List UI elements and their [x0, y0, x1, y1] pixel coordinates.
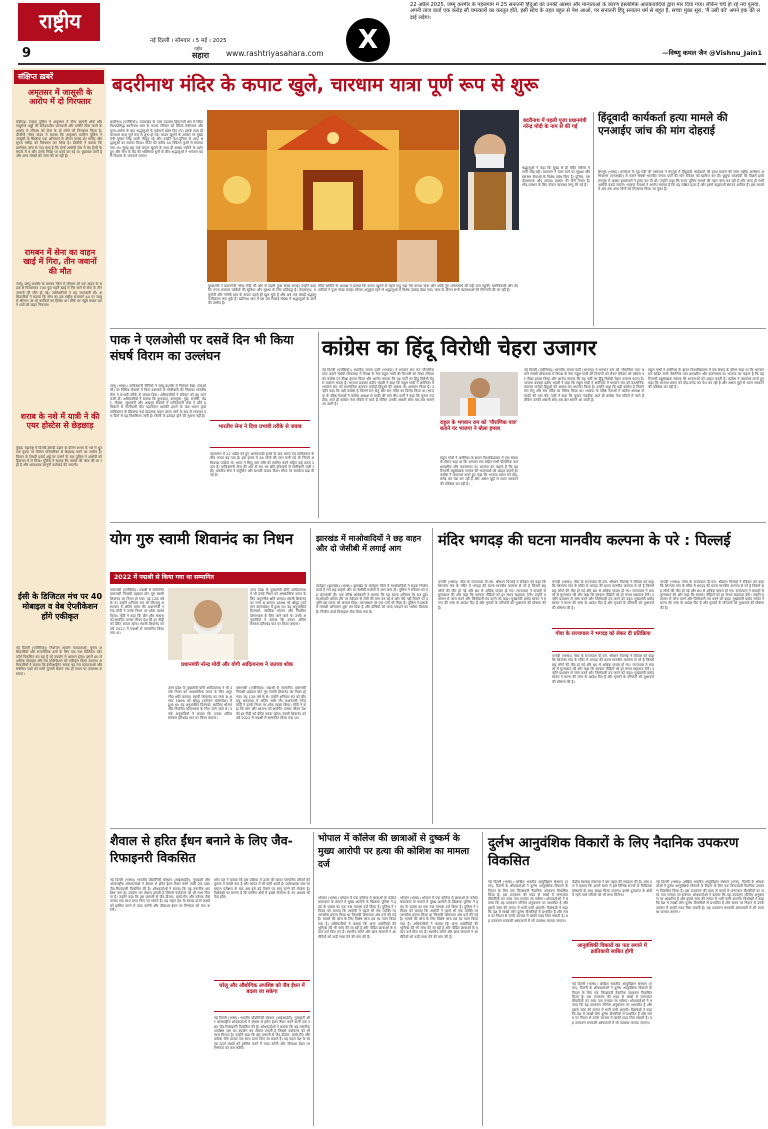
rare-body-3: नई दिल्ली (भाषा)। अखिल भारतीय आयुर्विज्ञान संस्थान (एम्स), दिल्ली के शोधकर्ताओं ने दुर्लभ आनुवंशिक विकारों के निदान के लिए एक किफायती नैदानिक उपकरण विकसित किया है। इस उपकरण की मदद से बच्चों में जन्मजात बीमारियों का जल्द पता लगाया जा सकेगा। शोधकर्ताओं ने बताया कि यह उपकरण जीनोम अनुक्रमण पर आधारित है और इससे जांच की लागत में भारी कमी आएगी। विशेषज्ञों ने कहा कि देश में लाखों लोग दुर्लभ बीमारियों से प्रभावित हैं और समय पर निदान से उनके उपचार में काफी मदद मिल सकती है। यह उपकरण सरकारी अस्पतालों में भी उपलब्ध कराया जाएगा। [572, 982, 652, 1025]
pak-headline: पाक ने एलओसी पर दसवें दिन भी किया संघर्ष विराम का उल्लंघन [110, 332, 294, 363]
divider [310, 528, 311, 824]
yoga-body-2: उत्तर प्रदेश के मुख्यमंत्री योगी आदित्यनाथ ने भी उनके निधन को आध्यात्मिक जगत के लिए अपूरणीय क्षति बताया। स्वामी शिवानंद का जन्म 8 अगस्त 1896 को श्रीहट्ट (वर्तमान बांग्लादेश) में हुआ था। वह अनुशासित दिनचर्या, सात्विक भोजन और नियमित योगाभ्यास के लिए जाने जाते थे। उनके अनुयायियों ने बताया कि उनका अंतिम संस्कार हरिश्चंद्र घाट पर किया जाएगा। [250, 588, 306, 627]
bhopal-body-2: भोपाल (भाषा)। भोपाल में एक कॉलेज में छात्राओं के कथित बलात्कार के मामले में मुख्य आरोपी के खिलाफ पुलिस ने हत्या के प्रयास का एक नया मामला दर्ज किया है। पुलिस ने रविवार को बताया कि आरोपी ने पहले भी एक व्यक्ति पर जानलेवा हमला किया था जिसकी शिकायत अब दर्ज की गई है। मामले की जांच के लिए विशेष जांच दल का गठन किया गया है। अधिकारियों ने बताया कि अन्य आरोपियों की भूमिका की भी जांच की जा रही है और पीड़ित छात्राओं के बयान दर्ज किए गए हैं। स्थानीय लोगों और छात्र संगठनों ने आरोपियों को कड़ी सजा देने की मांग की है। [400, 896, 478, 939]
divider [110, 522, 766, 523]
lead-caption: बदरीनाथ में पहली पूजा प्रधानमंत्री नरेन्द्र मोदी के नाम से की गई [523, 118, 587, 131]
yoga-banner [110, 572, 306, 584]
shaival-pull-quote [214, 980, 310, 1012]
brief-body-1: चंडीगढ़। पंजाब पुलिस ने अमृतसर में सैन्य छावनी क्षेत्रों और वायुसेना अड्डों की संवेदनशील जानकारी और तस्वीरें लीक करने के आरोप में रविवार को सेना के दो लोगों को गिरफ्तार किया है। डीजीपी गौरव यादव ने बताया कि अमृतसर ग्रामीण पुलिस ने जासूसी के खिलाफ एक अभियान के दौरान पलक शेर मसीह और सूरज मसीह को गिरफ्तार कर लिया है। डीजीपी ने बताया कि प्रारंभिक जांच से पता चला है कि दोनों आरोपी जेल में बंद हैप्पी के संपर्क में थे और उनके निर्देश पर कार्य कर रहे थे। पूछताछ जारी है और अन्य संबंधों की जांच की जा रही है। [16, 120, 102, 159]
yoga-headline: योग गुरु स्वामी शिवानंद का निधन [110, 530, 294, 548]
shaival-body: नई दिल्ली (भाषा)। भारतीय प्रौद्योगिकी संस्थान (आईआईटी), गुवाहाटी और अंतरराष्ट्रीय शोधकर्ताओं ने शैवाल से हरित ईंधन तैयार करने वाली एक उन्नत जैव-रिफाइनरी विकसित की है। शोधकर्ताओं ने बताया कि यह तकनीक अपशिष्ट जल का उपयोग कर शैवाल उगाती है जिससे पर्यावरण को भी लाभ मिलता है। उन्होंने कहा कि इस प्रणाली से जैव-डीजल, बायो-गैस और उर्वरक जैसे उत्पाद एक साथ प्राप्त किए जा सकते हैं। यह पहल देश के स्वच्छ ऊर्जा लक्ष्यों को हासिल करने में मदद करेगी और जीवाश्म ईंधन पर निर्भरता को कम करेगी। [110, 878, 210, 913]
temple-pull-text: गोवा के राज्यपाल ने भगदड़ को लेकर दी प्रतिक्रिया [555, 631, 651, 637]
shaival-body-3: नई दिल्ली (भाषा)। भारतीय प्रौद्योगिकी संस्थान (आईआईटी), गुवाहाटी और अंतरराष्ट्रीय शोधकर्ताओं ने शैवाल से हरित ईंधन तैयार करने वाली एक उन्नत जैव-रिफाइनरी विकसित की है। शोधकर्ताओं ने बताया कि यह तकनीक अपशिष्ट जल का उपयोग कर शैवाल उगाती है जिससे पर्यावरण को भी लाभ मिलता है। उन्होंने कहा कि इस प्रणाली से जैव-डीजल, बायो-गैस और उर्वरक जैसे उत्पाद एक साथ प्राप्त किए जा सकते हैं। यह पहल देश के स्वच्छ ऊर्जा लक्ष्यों को हासिल करने में मदद करेगी और जीवाश्म ईंधन पर निर्भरता को कम करेगी। [214, 1016, 310, 1051]
jharkhand-body: लातेहार (झारखंड) (भाषा)। झारखंड के लातेहार जिले में माओवादियों ने सड़क निर्माण कार्य में लगे छह वाहनों और दो जेसीबी मशीनों में आग लगा दी। पुलिस ने रविवार को यह जानकारी दी। एक वरिष्ठ अधिकारी ने बताया कि यह घटना शनिवार देर रात हुई। माओवादी कथित तौर पर ठेकेदार से लेवी की मांग कर रहे थे और पैसे नहीं मिलने पर उन्होंने इस घटना को अंजाम दिया। घटनास्थल पर एक पर्चा भी मिला है। पुलिस ने इलाके में तलाशी अभियान शुरू कर दिया है और दोषियों को जल्द पकड़ने का भरोसा दिलाया है। निर्माण कार्य फिलहाल रोक दिया गया है। [316, 584, 428, 614]
masthead-handle: —विष्णु कमल जैन @Vishnu_Jain1 [662, 49, 762, 57]
rare-body-2: केंद्रीय स्वास्थ्य मंत्रालय ने इस पहल की सराहना की है। शोध दल ने बताया कि अगले चरण में इसे विभिन्न राज्यों के चिकित्सा संस्थानों के साथ साझा किया जाएगा। इससे दूरदराज के क्षेत्रों में रहने वाले मरीजों को भी लाभ मिलेगा। [572, 880, 652, 897]
rare-headline: दुर्लभ आनुवंशिक विकारों के लिए नैदानिक उपकरण विकसित [488, 835, 739, 869]
side-body: बेंगलुरु (भाषा)। कर्नाटक के गृह मंत्री जी परमेश्वर ने मंगलुरु में हिंदूवादी कार्यकर्ता की हत्या मामले की जांच राष्ट्रीय अन्वेषण अभिकरण (एनआईए) से कराने संबंधी भारतीय जनता पार्टी की मांग रविवार को खारिज कर दी। कुड्डपा बाजपेयी की पिछले हफ्ते मंगलुरु में अज्ञात हमलावरों ने हत्या कर दी थी। उन्होंने कहा कि राज्य पुलिस मामले की गहन जांच कर रही है और जल्द ही सभी आरोपी पकड़े जाएंगे। भाजपा नेताओं ने आरोप लगाया है कि यह लक्षित हत्या है और इसमें कट्टरपंथी संगठन शामिल हैं। इस मामले में अब तक आठ लोगों को गिरफ्तार किया जा चुका है। [598, 170, 764, 192]
pak-body-2: पहलगाम में 22 अप्रैल को हुए आतंकवादी हमले के बाद भारत एवं पाकिस्तान के बीच तनाव बढ़ गया है। इस हमले में 26 लोगों की जान चली गई थी जिनमें अधिकांश पर्यटक थे। भारत ने सिंधु जल संधि को स्थगित करने सहित कई कदम उठाए हैं। पाकिस्तानी सेना की ओर से रात भर छोटे हथियारों से गोलीबारी जारी रही। भारतीय सेना ने संतुलित और प्रभावी जवाब दिया। सीमा पर सतर्कता बढ़ा दी गई है। [210, 452, 314, 478]
brief-body-2: जम्मू। जम्मू कश्मीर के रामबन जिले में रविवार को एक वाहन के सड़क से फिसलकर 700 फुट गहरी खाई में गिर जाने से सेना के तीन जवानों की मौत हो गई। अधिकारियों ने यह जानकारी दी। अधिकारियों ने बताया कि सेना का ट्रक राष्ट्रीय राजमार्ग 44 पर जम्मू से श्रीनगर जा रहे काफिले का हिस्सा था। मौके पर पहुंचे बचाव दल ने शवों को बाहर निकाला। [16, 282, 102, 308]
dateline: नई दिल्ली । सोमवार । 5 मई । 2025 [150, 38, 227, 44]
pak-pull-text: भारतीय सेना ने दिया प्रभावी तरीके से जवाब [218, 424, 302, 430]
logo-small: राष्ट्रीय [194, 46, 203, 51]
briefs-header-label: संक्षिप्त ख़बरें [18, 72, 54, 81]
website-url[interactable]: www.rashtriyasahara.com [226, 49, 324, 58]
bhopal-body: भोपाल (भाषा)। भोपाल में एक कॉलेज में छात्राओं के कथित बलात्कार के मामले में मुख्य आरोपी के खिलाफ पुलिस ने हत्या के प्रयास का एक नया मामला दर्ज किया है। पुलिस ने रविवार को बताया कि आरोपी ने पहले भी एक व्यक्ति पर जानलेवा हमला किया था जिसकी शिकायत अब दर्ज की गई है। मामले की जांच के लिए विशेष जांच दल का गठन किया गया है। अधिकारियों ने बताया कि अन्य आरोपियों की भूमिका की भी जांच की जा रही है और पीड़ित छात्राओं के बयान दर्ज किए गए हैं। स्थानीय लोगों और छात्र संगठनों ने आरोपियों को कड़ी सजा देने की मांग की है। [318, 896, 396, 939]
lead-body-d: मंदिर समिति के अध्यक्ष ने बताया कि कपाट खुलने से पहले गाडू घड़ा तेल कलश यात्रा और आदि गुरु शंकराचार्य की गद्दी धाम पहुंची। धर्माधिकारी और वेदपाठियों ने पूजा संपन्न कराई। मौसम अनुकूल रहने से श्रद्धालुओं में विशेष उत्साह देखा गया। यात्रा के दौरान सभी व्यवस्थाओं की निगरानी की जा रही है। [318, 284, 518, 293]
pak-pull-quote [210, 420, 310, 448]
divider [110, 828, 766, 829]
congress-pull-quote: राहुल के भगवान राम को 'पौराणिक पात्र' बताने पर भाजपा ने बोला हमला [440, 420, 518, 433]
lead-body-a: बदरीनाथ (एजेंसियां)। उत्तराखंड के उच्च गढ़वाल हिमालयी क्षेत्र में स्थित विश्वप्रसिद्ध बदरीनाथ धाम के कपाट रविवार को वैदिक मंत्रोच्चार और पूजा-अर्चना के बाद श्रद्धालुओं के दर्शनार्थ खोल दिए गए। इसके साथ ही चारधाम यात्रा पूर्ण रूप से शुरू हो गई। कपाट खुलने के अवसर पर मुख्यमंत्री पुष्कर सिंह धामी मौजूद रहे और उन्होंने देश-दुनिया से आए श्रद्धालुओं का स्वागत किया। मंदिर को करीब 40 क्विंटल फूलों से सजाया गया था। सुबह छह बजे कपाट खुलने के साथ ही अखंड ज्योति के दर्शन हुए और सेना के बैंड की भक्तिमय धुनों के बीच श्रद्धालुओं ने भगवान बदरी विशाल के जयकारे लगाए। [110, 120, 203, 159]
divider [110, 328, 766, 329]
brief-body-4: नई दिल्ली (एजेंसियां)। निर्वाचन आयोग मतदाताओं, चुनाव अधिकारियों और राजनीतिक दलों के लिए एक नया डिजिटल प्लेटफॉर्म विकसित कर रहा है जो उपयोग में आसान होगा। इसमें 40 से अधिक मोबाइल और वेब एप्लिकेशन को एकीकृत किया जाएगा। अधिकारियों ने बताया कि ईसीआईनेट नामक यह मंच मतदाताओं और संबंधित पक्षों को सभी चुनावी सेवाएं एक ही स्थान पर उपलब्ध कराएगा। [16, 646, 102, 676]
congress-body-3: नई दिल्ली (एजेंसियां)। भारतीय जनता पार्टी (भाजपा) ने भगवान राम को 'पौराणिक पात्र' बताने संबंधी लोकसभा में विपक्ष के नेता राहुल गांधी की टिप्पणी को लेकर रविवार को कांग्रेस पर तीखा हमला किया और आरोप लगाया कि यह पार्टी का हिंदू विरोधी चेहरा उजागर करता है। भाजपा प्रवक्ता प्रदीप भंडारी ने कहा कि राहुल गांधी ने अमेरिका में भगवान राम को काल्पनिक बताकर करोड़ों हिंदुओं की आस्था का अपमान किया है। उन्होंने कहा कि यही कांग्रेस है जिसने राम सेतु और राम मंदिर का विरोध किया था। भाजपा के वरिष्ठ नेताओं ने कांग्रेस अध्यक्ष से माफी की मांग की। पार्टी ने कहा कि चुनाव नजदीक आते ही कांग्रेस नेता मंदिरों में जाते हैं लेकिन उनकी असली सोच बार-बार सामने आ जाती है। [524, 368, 644, 403]
badrinath-temple-photo [207, 110, 459, 282]
yoga-body-4: वाराणसी (एजेंसियां)। पद्मश्री से सम्मानित वाराणसी निवासी प्रख्यात योग गुरु स्वामी शिवानंद का निधन हो गया। वह 128 वर्ष के थे। उन्होंने शनिवार रात को बीएचयू अस्पताल में अंतिम सांस ली। प्रधानमंत्री नरेन्द्र मोदी ने उनके निधन पर शोक व्यक्त किया। मोदी ने कहा कि योग और साधना को समर्पित उनका जीवन देश की हर पीढ़ी को प्रेरित करता रहेगा। स्वामी शिवानंद को वर्ष 2022 में पद्मश्री से सम्मानित किया गया था। [236, 686, 306, 721]
temple-body-2: पणजी (भाषा)। गोवा के राज्यपाल पी.एस. श्रीधरन पिल्लई ने रविवार को कहा कि शिरगांव गांव के मंदिर में भगदड़ की घटना मानवीय कल्पना से परे है जिसमें छह लोगों की मौत हो गई और 80 से अधिक घायल हो गए। राज्यपाल ने घायलों से मुलाकात की और कहा कि सरकार पीड़ितों को हर संभव सहायता देगी। उन्होंने प्रशासन से जांच करने और जिम्मेदारी तय करने को कहा। मुख्यमंत्री प्रमोद सावंत ने घटना की जांच के आदेश दिए हैं और मृतकों के परिजनों को मुआवजे की घोषणा की है। [552, 580, 654, 610]
divider [313, 832, 314, 1126]
yoga-body: वाराणसी (एजेंसियां)। पद्मश्री से सम्मानित वाराणसी निवासी प्रख्यात योग गुरु स्वामी शिवानंद का निधन हो गया। वह 128 वर्ष के थे। उन्होंने शनिवार रात को बीएचयू अस्पताल में अंतिम सांस ली। प्रधानमंत्री नरेन्द्र मोदी ने उनके निधन पर शोक व्यक्त किया। मोदी ने कहा कि योग और साधना को समर्पित उनका जीवन देश की हर पीढ़ी को प्रेरित करता रहेगा। स्वामी शिवानंद को वर्ष 2022 में पद्मश्री से सम्मानित किया गया था। [110, 588, 164, 635]
x-logo-icon: X [346, 18, 390, 62]
rare-pull-quote [572, 940, 652, 978]
brief-title-2: रामबन में सेना का वाहन खाई में गिरा, तीन जवानों की मौत [23, 248, 97, 276]
shaival-pull-text: घरेलू और औद्योगिक अपशिष्ट को जैव ईंधन में बदला जा सकेगा [219, 983, 305, 996]
pm-photo [460, 110, 519, 230]
temple-body-4: पणजी (भाषा)। गोवा के राज्यपाल पी.एस. श्रीधरन पिल्लई ने रविवार को कहा कि शिरगांव गांव के मंदिर में भगदड़ की घटना मानवीय कल्पना से परे है जिसमें छह लोगों की मौत हो गई और 80 से अधिक घायल हो गए। राज्यपाल ने घायलों से मुलाकात की और कहा कि सरकार पीड़ितों को हर संभव सहायता देगी। उन्होंने प्रशासन से जांच करने और जिम्मेदारी तय करने को कहा। मुख्यमंत्री प्रमोद सावंत ने घटना की जांच के आदेश दिए हैं और मृतकों के परिजनों को मुआवजे की घोषणा की है। [660, 580, 764, 610]
rare-pull-text: आनुवंशिकी विकारों का पता लगाने में क्रांतिकारी साबित होगी [577, 943, 647, 956]
lead-body-c: श्रद्धालुओं ने कहा कि सुबह से ही मंदिर परिसर में भारी भीड़ रही। प्रशासन ने यात्रा मार्ग पर सुरक्षा और स्वास्थ्य सेवाओं के विशेष प्रबंध किए हैं। पुलिस, एसडीआरएफ और आपदा प्रबंधन की टीमें तैनात हैं। भीड़ प्रबंधन के लिए टोकन व्यवस्था लागू की गई है। [522, 166, 590, 188]
yoga-banner-text: 2022 में पद्मश्री से किया गया था सम्मानित [114, 574, 214, 581]
divider [318, 332, 319, 518]
masthead [0, 0, 768, 62]
temple-body-3: पणजी (भाषा)। गोवा के राज्यपाल पी.एस. श्रीधरन पिल्लई ने रविवार को कहा कि शिरगांव गांव के मंदिर में भगदड़ की घटना मानवीय कल्पना से परे है जिसमें छह लोगों की मौत हो गई और 80 से अधिक घायल हो गए। राज्यपाल ने घायलों से मुलाकात की और कहा कि सरकार पीड़ितों को हर संभव सहायता देगी। उन्होंने प्रशासन से जांच करने और जिम्मेदारी तय करने को कहा। मुख्यमंत्री प्रमोद सावंत ने घटना की जांच के आदेश दिए हैं और मृतकों के परिजनों को मुआवजे की घोषणा की है। [552, 654, 654, 684]
brief-title-1: अमृतसर में जासूसी के आरोप में दो गिरफ्तार [27, 88, 93, 107]
lead-body-b: मुख्यमंत्री ने प्रधानमंत्री नरेन्द्र मोदी की ओर से पहली पूजा संपन्न कराई। उन्होंने कहा कि राज्य सरकार यात्रियों की सुविधा और सुरक्षा के लिए प्रतिबद्ध है। केदारनाथ, यमुनोत्री और गंगोत्री धाम के कपाट पहले ही खुल चुके हैं और अब तक लाखों श्रद्धालु पंजीकरण करा चुके हैं। बद्रीनाथ धाम में इस बार रिकार्ड संख्या में श्रद्धालुओं के आने की उम्मीद है। [208, 284, 316, 306]
bhopal-headline: भोपाल में कॉलेज की छात्राओं से दुष्कर्म के मुख्य आरोपी पर हत्या की कोशिश का मामला दर्ज [318, 833, 470, 870]
temple-pull-quote [552, 628, 654, 652]
logo-big: सहारा [192, 51, 210, 60]
swami-portrait [168, 588, 248, 660]
divider [593, 112, 594, 326]
side-headline: हिंदूवादी कार्यकर्ता हत्या मामले की एनआईए जांच की मांग दोहराई [598, 112, 728, 137]
divider [432, 528, 433, 824]
swami-photo [168, 588, 248, 660]
page-number: 9 [22, 46, 32, 61]
bhandari-photo [440, 372, 518, 416]
congress-body-2: राहुल गांधी ने अमेरिका के ब्राउन विश्वविद्यालय में एक संवाद के दौरान कहा था कि भगवान राम सहित सभी पौराणिक पात्र क्षमाशील और करुणामय थे। भाजपा का कहना है कि यह टिप्पणी बहुसंख्यक समाज की भावनाओं को आहत करती है। कांग्रेस ने पलटवार करते हुए कहा कि भाजपा बयान को तोड़-मरोड़ कर पेश कर रही है और असल मुद्दों से ध्यान भटकाने की कोशिश कर रही है। [440, 456, 518, 486]
yoga-caption: प्रधानमंत्री नरेन्द्र मोदी और योगी आदित्यनाथ ने जताया शोक [181, 662, 293, 668]
congress-headline: कांग्रेस का हिंदू विरोधी चेहरा उजागर [322, 336, 597, 360]
brief-body-3: मुंबई। महाराष्ट्र में दिल्ली-शिरडी उड़ान के दौरान शराब के नशे में धुत एक युवक पर विमान परिचारिका से छेड़छाड़ करने का आरोप है। विमान के शिरडी हवाई अड्डे पर उतरने के बाद पुलिस ने आरोपी को हिरासत में ले लिया। पुलिस ने बताया कि मामले की जांच की जा रही है और आवश्यक कानूनी कार्रवाई की जाएगी। [16, 446, 102, 468]
brief-title-3: शराब के नशे में यात्री ने की एयर होस्टेस से छेड़छाड़ [20, 412, 100, 431]
congress-body-4: राहुल गांधी ने अमेरिका के ब्राउन विश्वविद्यालय में एक संवाद के दौरान कहा था कि भगवान राम सहित सभी पौराणिक पात्र क्षमाशील और करुणामय थे। भाजपा का कहना है कि यह टिप्पणी बहुसंख्यक समाज की भावनाओं को आहत करती है। कांग्रेस ने पलटवार करते हुए कहा कि भाजपा बयान को तोड़-मरोड़ कर पेश कर रही है और असल मुद्दों से ध्यान भटकाने की कोशिश कर रही है। [648, 368, 764, 390]
yoga-body-3: उत्तर प्रदेश के मुख्यमंत्री योगी आदित्यनाथ ने भी उनके निधन को आध्यात्मिक जगत के लिए अपूरणीय क्षति बताया। स्वामी शिवानंद का जन्म 8 अगस्त 1896 को श्रीहट्ट (वर्तमान बांग्लादेश) में हुआ था। वह अनुशासित दिनचर्या, सात्विक भोजन और नियमित योगाभ्यास के लिए जाने जाते थे। उनके अनुयायियों ने बताया कि उनका अंतिम संस्कार हरिश्चंद्र घाट पर किया जाएगा। [168, 686, 232, 721]
temple-illustration [207, 110, 459, 282]
jharkhand-headline: झारखंड में माओवादियों ने छह वाहन और दो जेसीबी में लगाई आग [316, 534, 422, 554]
brief-title-4: ईसी के डिजिटल मंच पर 40 मोबाइल व वेब ऐप्लीकेशन होंगे एकीकृत [17, 592, 103, 621]
masthead-quote: 22 अप्रैल 2025, जम्मू कश्मीर के पहलगाम में 25 सनातनी हिंदुओं को उनकी आस्था और मान्यताओं के कारण इस्लामिक आतंकवादियों द्वारा मार दिया गया। लेकिन चर्चे हो रहे नये पुलवा, अपनी ताज वार्ता एक करोड़ सौ चमत्कारों का करतूत होते, इसी सोच के तहत बहुत से पेश आओ, पर सनातनी हिंदू सनातन धर्म से बहुत है, सच्चा मुक्त सूरा, 'मैं उसी को' अपने हक की लड़ाई लड़ेगा। [410, 2, 760, 21]
spokesperson-portrait [440, 372, 518, 416]
section-title: राष्ट्रीय [39, 9, 81, 33]
pak-body: जम्मू (भाषा)। पाकिस्तानी सैनिकों ने जम्मू-कश्मीर में नियंत्रण रेखा (एलओसी) पर विभिन्न सेक्टरों में बिना उकसावे के गोलीबारी की जिसका भारतीय सेना ने प्रभावी तरीके से जवाब दिया। अधिकारियों ने रविवार को यह जानकारी दी। अधिकारियों ने बताया कि कुपवाड़ा, बारामूला, पुंछ, राजौरी, मेंढर, नौशेरा, सुंदरबनी और अखनूर सेक्टरों में पाकिस्तानी सेना ने छोटे हथियारों से गोलीबारी की। पहलगाम आतंकी हमले के बाद भारत द्वारा पाकिस्तान के खिलाफ कई दंडात्मक कदम उठाए जाने के बाद से लगातार दस दिनों से यह सिलसिला जारी है। किसी के हताहत होने की सूचना नहीं है। [110, 384, 206, 419]
lead-headline: बदरीनाथ मंदिर के कपाट खुले, चारधाम यात्रा पूर्ण रूप से शुरू [112, 74, 539, 96]
divider [482, 832, 483, 1126]
shaival-headline: शैवाल से हरित ईंधन बनाने के लिए जैव-रिफाइनरी विकसित [110, 833, 293, 865]
shaival-body-2: शोध दल ने बताया कि इस प्रक्रिया में ऊर्जा की खपत पारंपरिक तरीकों की तुलना में काफी कम है और लागत में भी कमी आती है। प्रयोगशाला स्तर पर सफल परीक्षण के बाद अब इसे बड़े पैमाने पर लागू करने की योजना है। विशेषज्ञों का मानना है कि ग्रामीण क्षेत्रों में इससे रोजगार के नए अवसर भी पैदा होंगे। [214, 878, 310, 900]
temple-headline: मंदिर भगदड़ की घटना मानवीय कल्पना के परे : पिल्लई [438, 533, 731, 549]
rare-body-4: नई दिल्ली (भाषा)। अखिल भारतीय आयुर्विज्ञान संस्थान (एम्स), दिल्ली के शोधकर्ताओं ने दुर्लभ आनुवंशिक विकारों के निदान के लिए एक किफायती नैदानिक उपकरण विकसित किया है। इस उपकरण की मदद से बच्चों में जन्मजात बीमारियों का जल्द पता लगाया जा सकेगा। शोधकर्ताओं ने बताया कि यह उपकरण जीनोम अनुक्रमण पर आधारित है और इससे जांच की लागत में भारी कमी आएगी। विशेषज्ञों ने कहा कि देश में लाखों लोग दुर्लभ बीमारियों से प्रभावित हैं और समय पर निदान से उनके उपचार में काफी मदद मिल सकती है। यह उपकरण सरकारी अस्पतालों में भी उपलब्ध कराया जाएगा। [656, 880, 764, 915]
temple-body: पणजी (भाषा)। गोवा के राज्यपाल पी.एस. श्रीधरन पिल्लई ने रविवार को कहा कि शिरगांव गांव के मंदिर में भगदड़ की घटना मानवीय कल्पना से परे है जिसमें छह लोगों की मौत हो गई और 80 से अधिक घायल हो गए। राज्यपाल ने घायलों से मुलाकात की और कहा कि सरकार पीड़ितों को हर संभव सहायता देगी। उन्होंने प्रशासन से जांच करने और जिम्मेदारी तय करने को कहा। मुख्यमंत्री प्रमोद सावंत ने घटना की जांच के आदेश दिए हैं और मृतकों के परिजनों को मुआवजे की घोषणा की है। [438, 580, 546, 610]
pm-portrait [460, 110, 519, 230]
rare-body: नई दिल्ली (भाषा)। अखिल भारतीय आयुर्विज्ञान संस्थान (एम्स), दिल्ली के शोधकर्ताओं ने दुर्लभ आनुवंशिक विकारों के निदान के लिए एक किफायती नैदानिक उपकरण विकसित किया है। इस उपकरण की मदद से बच्चों में जन्मजात बीमारियों का जल्द पता लगाया जा सकेगा। शोधकर्ताओं ने बताया कि यह उपकरण जीनोम अनुक्रमण पर आधारित है और इससे जांच की लागत में भारी कमी आएगी। विशेषज्ञों ने कहा कि देश में लाखों लोग दुर्लभ बीमारियों से प्रभावित हैं और समय पर निदान से उनके उपचार में काफी मदद मिल सकती है। यह उपकरण सरकारी अस्पतालों में भी उपलब्ध कराया जाएगा। [488, 880, 568, 923]
congress-body: नई दिल्ली (एजेंसियां)। भारतीय जनता पार्टी (भाजपा) ने भगवान राम को 'पौराणिक पात्र' बताने संबंधी लोकसभा में विपक्ष के नेता राहुल गांधी की टिप्पणी को लेकर रविवार को कांग्रेस पर तीखा हमला किया और आरोप लगाया कि यह पार्टी का हिंदू विरोधी चेहरा उजागर करता है। भाजपा प्रवक्ता प्रदीप भंडारी ने कहा कि राहुल गांधी ने अमेरिका में भगवान राम को काल्पनिक बताकर करोड़ों हिंदुओं की आस्था का अपमान किया है। उन्होंने कहा कि यही कांग्रेस है जिसने राम सेतु और राम मंदिर का विरोध किया था। भाजपा के वरिष्ठ नेताओं ने कांग्रेस अध्यक्ष से माफी की मांग की। पार्टी ने कहा कि चुनाव नजदीक आते ही कांग्रेस नेता मंदिरों में जाते हैं लेकिन उनकी असली सोच बार-बार सामने आ जाती है। [322, 368, 434, 407]
masthead-rule [18, 63, 766, 65]
